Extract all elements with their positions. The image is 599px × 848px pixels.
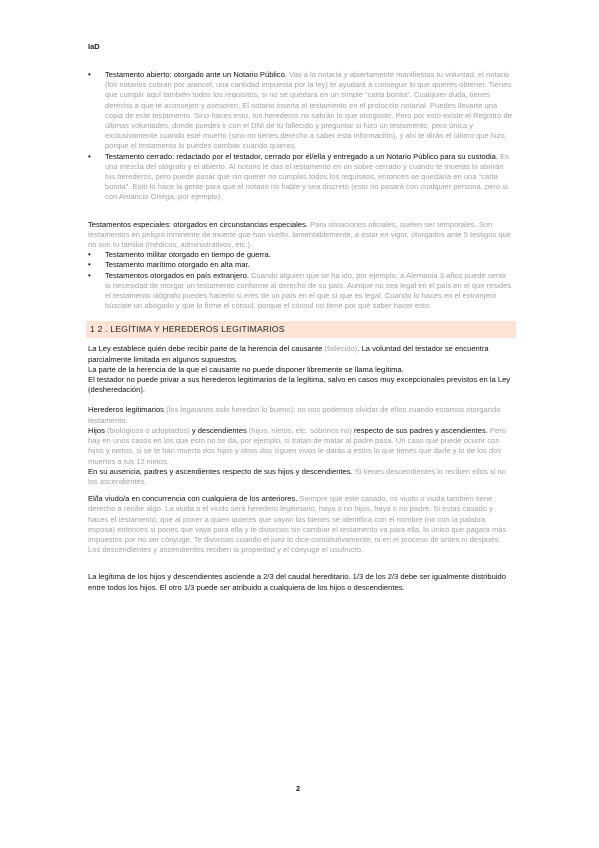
especiales-body: Para situaciones oficiales, suelen ser temporales. Son testamentos en peligro inminente de muerte que han vuelto, lamentablemente, a estar en vigor, otorgados ante 5 testigos que no son tu familia (médicos, administrativos, etc.). (88, 219, 511, 250)
militar-title: Testamento militar otorgado en tiempo de guerra. (105, 250, 271, 260)
maritimo-title: Testamento marítimo otorgado en alta mar. (105, 260, 250, 270)
legitima-fallecido: (fallecido) (324, 344, 358, 354)
descendientes-label: y descendientes (191, 425, 247, 435)
document-header: IaD (88, 42, 100, 51)
legitima-line-1 (88, 344, 514, 364)
testamento-abierto-title: Testamento abierto: otorgado ante un Notario Público. (105, 70, 287, 79)
padres-label: respecto de sus padres y ascendientes. (353, 425, 488, 435)
hijos-label: Hijos (88, 425, 105, 435)
extranjero-body: Cuando alguien que se ha ido, por ejemplo, a Alemania 3 años puede sentir la necesidad de otorgar un testamento conforme al derecho de su país. Aunque no sea legal en el país en el que resides el testamento ológrafo puedes hacerlo si eres de un país en el que sí que es legal. Cuando lo haces en el extranjero búscate un abogado y que lo firme el cónsul, porque el cónsul no tiene por qué saber hacer esto. (105, 270, 512, 311)
extranjero-title: Testamentos otorgados en país extranjero. (105, 270, 249, 280)
legitima-text-c: . La voluntad del testador se encuentra parcialmente limitada en algunos supuestos. (88, 344, 489, 364)
ausencia-paragraph (88, 467, 514, 487)
legitima-line-3: El testador no puede privar a sus herederos legitimarios de la legítima, salvo en casos muy excepcionales previstos en la Ley (desheredación). (88, 375, 511, 395)
viudo-body: Siempre que esté casado, mi viudo o viuda también tiene derecho a recibir algo. La viuda o el viudo será heredero legitimario, haya o no hijos, haya o no padre. Si estas casado y haces el testamento, que al poner a quien quieres que vayan los bienes se identifica con el nombre (no con la palabra esposa) entonces si pones que vaya para ella y te divorcias sin cambiar el testamento va para ella, lo único que pagara más impuestos por no ser cónyuge. Te divorcias cuando el juez lo dice constitutivamente, ni en el proceso de antes ni después. Los descendientes y ascendientes reciben la propiedad y el cónyuge el usufructo. (88, 494, 507, 555)
viudo-paragraph (88, 494, 514, 555)
ausencia-body: Si tienes descendientes lo reciben ellos si no los ascendientes. (88, 466, 506, 486)
list-item-testamento-cerrado (88, 152, 514, 203)
page-number: 2 (296, 784, 301, 793)
herederos-paragraph-1 (88, 405, 514, 425)
list-item-testamento-abierto (88, 70, 514, 152)
testamentos-comunes-list (88, 70, 514, 203)
viudo-title: El/la viudo/a en concurrencia con cualquiera de los anteriores. (88, 494, 298, 504)
herederos-body: (los legatarios solo heredan lo bueno): no nos podemos olvidar de ellos cuando estamos otorgando testamento. (88, 405, 501, 425)
list-item-militar (88, 250, 514, 260)
page-content (88, 70, 514, 593)
hijos-note: (biológicos o adoptados) (104, 425, 192, 435)
testamento-cerrado-body: Es una mezcla del ológrafo y el abierto. Al notario le das el testamento en un sobre cerrado y cuando te mueras lo abrirán tus herederos, pero puede pasar que sin querer no cumplas todos los requisitos, entonces se quedaría en una “carta bonita”. Esto lo hace la gente para que el notario no hable y sea discreto (esto no pasará con cualquier persona, pero sí con Amancio Ortega, por ejemplo). (105, 151, 509, 202)
especiales-paragraph (88, 220, 514, 251)
descendientes-note: (hijos, nietos, etc. sobrinos no) (246, 425, 354, 435)
especiales-title: Testamentos especiales: otorgados en circunstancias especiales. (88, 219, 308, 229)
especiales-list (88, 250, 514, 311)
herederos-title: Herederos legitimarios (88, 405, 164, 415)
list-item-maritimo (88, 260, 514, 270)
section-heading: 1 2 . LEGÍTIMA Y HEREDEROS LEGITIMARIOS (86, 321, 516, 338)
ausencia-title: En su ausencia, padres y ascendientes respecto de sus hijos y descendientes. (88, 466, 353, 476)
list-item-extranjero (88, 271, 514, 312)
testamento-cerrado-title: Testamento cerrado: redactado por el testador, cerrado por él/ella y entregado a un Notario Público para su custodia. (105, 151, 498, 161)
hijos-body: Pero hay en unos casos en los que esto no se da, por ejemplo, si tratan de matar al padre pasa. Un caso que puede ocurrir con hijos y nietos, si se te han muerto dos hijos y otros dos siguen vivos le darás a estos lo que tienes que darle y lo de los dos muertos a tus 12 nietos. (88, 425, 506, 466)
testamento-abierto-body: Vas a la notaría y abiertamente manifiestas tu voluntad, el notario (los notarios cobran por arancel, una cantidad impuesta por la ley) te ayudará a conseguir lo que quieres obtener. Tienes que cumplir aquí también todos los requisitos, si no se quedara en un simple “carta bonita”. Cualquier duda, tienes derecho a que te aconsejen y asesoren. El notario inserta el testamento en el protocolo notarial. Puedes llevarte una copia de este testamento. Sino haces esto, tus herederos no sabrán lo que otorgaste. Pero por esto existe el Registro de últimas voluntades, donde puedes ir con el DNI de tu fallecido y preguntar si hizo un testamento, pero única y exclusivamente cuando esté muerto (sino no tienes derecho a saber esta información), y ahí te dirán el último que hizo, porque el testamento lo puedes cambiar cuando quieras. (105, 70, 512, 151)
hijos-paragraph (88, 426, 514, 467)
legitima-line-2: La parte de la herencia de la que el causante no puede disponer libremente se llama legítima. (88, 364, 404, 374)
legitima-text-a: La Ley establece quién debe recibir parte de la herencia del causante (88, 344, 325, 354)
final-paragraph: La legítima de los hijos y descendientes asciende a 2/3 del caudal hereditario. 1/3 de los 2/3 debe ser igualmente distribuido entre todos los hijos. El otro 1/3 puede ser atribuido a cualquiera de los hijos o descendientes. (88, 572, 506, 592)
